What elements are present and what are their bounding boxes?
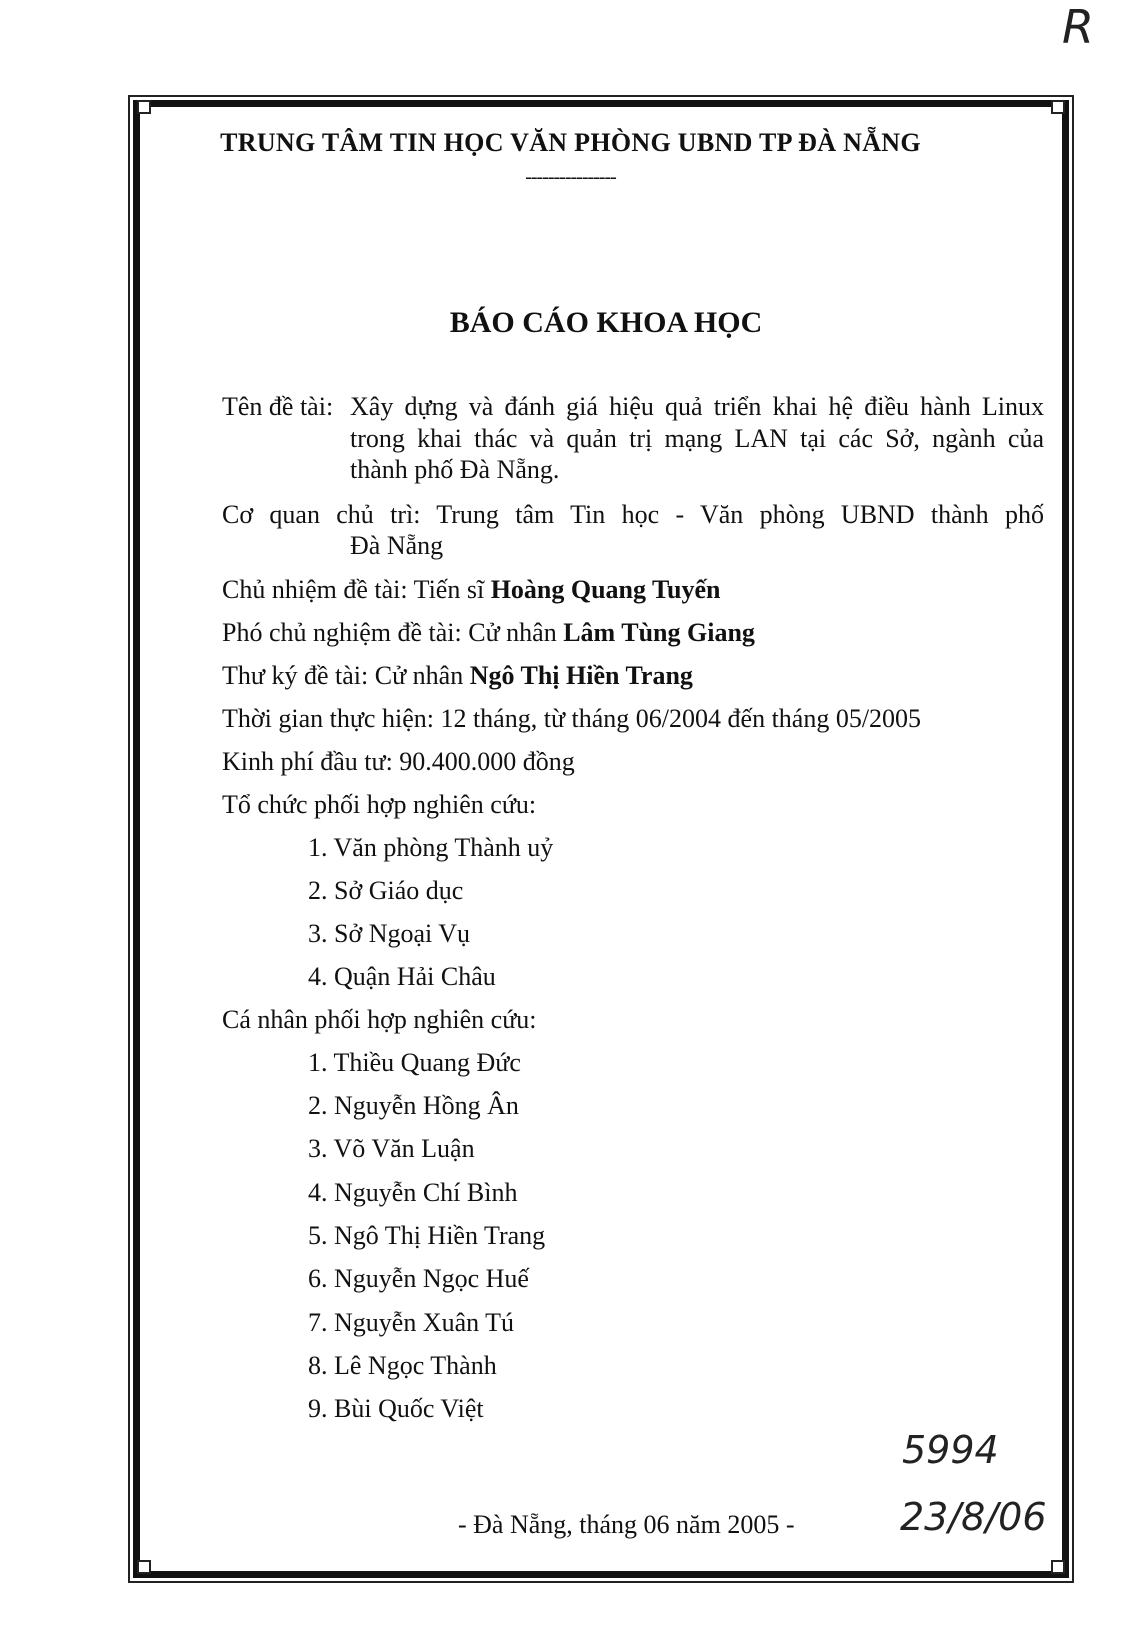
duration-line: Thời gian thực hiện: 12 tháng, từ tháng 06/2004 đến tháng 05/2005 xyxy=(222,704,922,733)
topic-line-1: Xây dựng và đánh giá hiệu quả triển khai hệ điều hành Linux xyxy=(350,392,1044,421)
report-title: BÁO CÁO KHOA HỌC xyxy=(449,306,763,339)
secretary-label: Thư ký đề tài: Cử nhân xyxy=(222,661,464,690)
partner-org-item: 1. Văn phòng Thành uỷ xyxy=(308,833,554,862)
handwritten-accession-date: 23/8/06 xyxy=(900,1495,1047,1539)
partner-org-item: 2. Sở Giáo dục xyxy=(308,876,464,905)
partner-person-item: 3. Võ Văn Luận xyxy=(308,1134,475,1163)
host-agency-line-2: Đà Nẵng xyxy=(350,531,444,560)
organization-header: TRUNG TÂM TIN HỌC VĂN PHÒNG UBND TP ĐÀ NẴNG xyxy=(220,128,921,157)
topic-line-3: thành phố Đà Nẵng. xyxy=(350,455,560,484)
deputy-line xyxy=(222,618,755,648)
topic-label: Tên đề tài: xyxy=(222,392,334,421)
partner-person-item: 7. Nguyễn Xuân Tú xyxy=(308,1308,515,1337)
deputy-name: Lâm Tùng Giang xyxy=(563,618,755,647)
handwritten-accession-number: 5994 xyxy=(902,1428,999,1472)
partner-people-label: Cá nhân phối hợp nghiên cứu: xyxy=(222,1005,537,1034)
host-agency-line-1: Cơ quan chủ trì: Trung tâm Tin học - Văn phòng UBND thành phố xyxy=(222,500,1044,529)
secretary-name: Ngô Thị Hiền Trang xyxy=(469,661,693,690)
footer-place-date: - Đà Nẵng, tháng 06 năm 2005 - xyxy=(458,1510,795,1539)
partner-person-item: 8. Lê Ngọc Thành xyxy=(308,1351,497,1380)
budget-line: Kinh phí đầu tư: 90.400.000 đồng xyxy=(222,747,575,776)
partner-orgs-label: Tổ chức phối hợp nghiên cứu: xyxy=(222,790,537,819)
border-corner-bottom-right xyxy=(1051,1560,1065,1574)
topic-line-2: trong khai thác và quản trị mạng LAN tại các Sở, ngành của xyxy=(350,424,1044,453)
border-corner-bottom-left xyxy=(137,1560,151,1574)
border-corner-top-right xyxy=(1051,100,1065,114)
partner-person-item: 6. Nguyễn Ngọc Huế xyxy=(308,1264,529,1293)
partner-person-item: 1. Thiều Quang Đức xyxy=(308,1048,521,1077)
lead-name: Hoàng Quang Tuyến xyxy=(490,575,721,604)
partner-person-item: 9. Bùi Quốc Việt xyxy=(308,1394,484,1423)
lead-line xyxy=(222,575,720,605)
partner-person-item: 4. Nguyễn Chí Bình xyxy=(308,1178,518,1207)
lead-label: Chủ nhiệm đề tài: Tiến sĩ xyxy=(222,575,485,604)
partner-person-item: 2. Nguyễn Hồng Ân xyxy=(308,1091,519,1120)
header-divider: ---------------- xyxy=(525,166,616,188)
deputy-label: Phó chủ nghiệm đề tài: Cử nhân xyxy=(222,618,557,647)
partner-org-item: 4. Quận Hải Châu xyxy=(308,962,496,991)
partner-org-item: 3. Sở Ngoại Vụ xyxy=(308,919,471,948)
border-corner-top-left xyxy=(137,100,151,114)
partner-person-item: 5. Ngô Thị Hiền Trang xyxy=(308,1221,546,1250)
handwritten-corner-mark: R xyxy=(1062,0,1094,54)
secretary-line xyxy=(222,661,693,691)
